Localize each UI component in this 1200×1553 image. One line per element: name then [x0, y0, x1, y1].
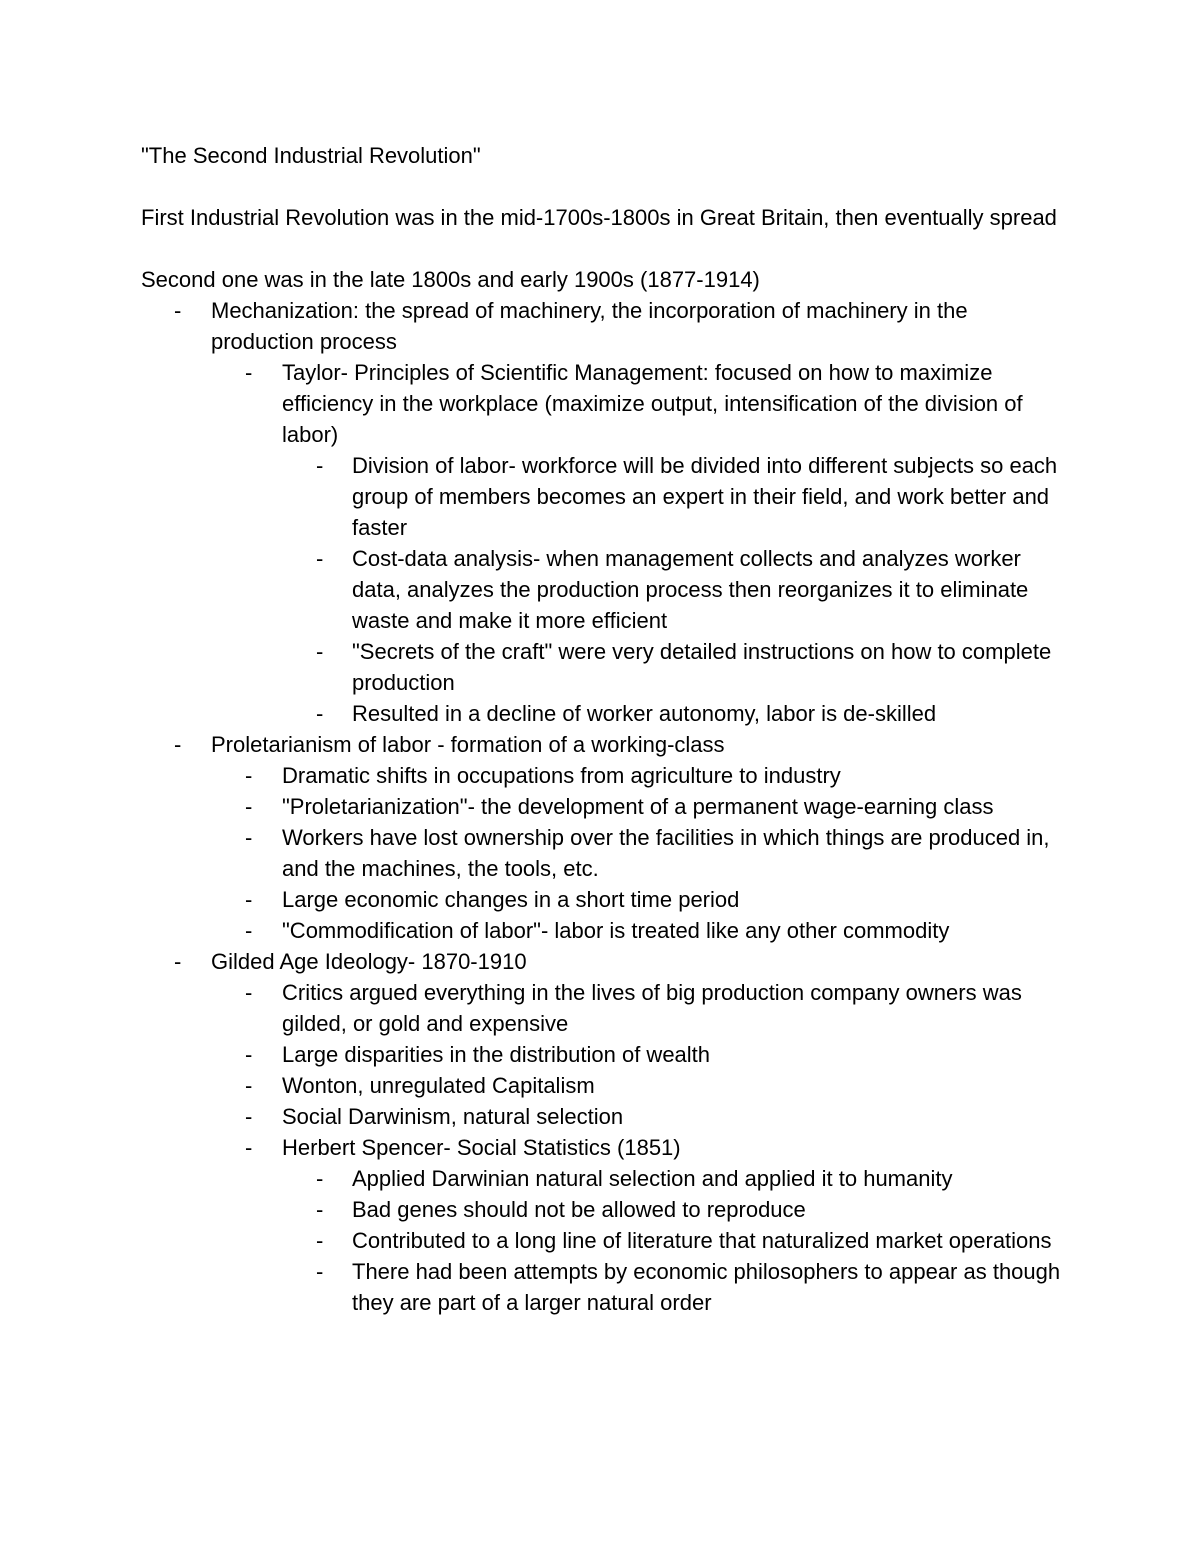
outline-item-level2 — [211, 1101, 1061, 1132]
outline-item-level3 — [282, 636, 1061, 698]
bullet-dash: - — [245, 1104, 253, 1129]
outline-item-level2 — [211, 760, 1061, 791]
outline-item-level2-text: Workers have lost ownership over the facilities in which things are produced in, and the machines, the tools, etc. — [282, 825, 1050, 881]
outline-item-level1-text: Gilded Age Ideology- 1870-1910 — [211, 949, 527, 974]
outline-item-level3 — [282, 1225, 1061, 1256]
outline-item-level3-text: Applied Darwinian natural selection and applied it to humanity — [352, 1166, 953, 1191]
outline-item-level3 — [282, 1194, 1061, 1225]
outline-item-level3-text: Resulted in a decline of worker autonomy, labor is de-skilled — [352, 701, 937, 726]
intro-paragraph: First Industrial Revolution was in the mid-1700s-1800s in Great Britain, then eventually spread — [141, 205, 1057, 230]
outline-item-level2 — [211, 1039, 1061, 1070]
outline-item-level1 — [141, 729, 1061, 946]
outline-item-level2 — [211, 1070, 1061, 1101]
bullet-dash: - — [174, 732, 182, 757]
outline-item-level2-text: "Proletarianization"- the development of a permanent wage-earning class — [282, 794, 994, 819]
outline-item-level2-text: Large disparities in the distribution of wealth — [282, 1042, 711, 1067]
document-body — [141, 140, 1061, 1318]
outline-item-level1-text: Proletarianism of labor - formation of a working-class — [211, 732, 725, 757]
sub-list — [211, 760, 1061, 946]
sub-sub-list — [282, 1163, 1061, 1318]
bullet-dash: - — [316, 701, 324, 726]
bullet-dash: - — [245, 763, 253, 788]
outline-item-level2-text: Social Darwinism, natural selection — [282, 1104, 624, 1129]
outline-item-level2-text: Critics argued everything in the lives of big production company owners was gilded, or gold and expensive — [282, 980, 1022, 1036]
outline-item-level1 — [141, 295, 1061, 729]
outline-item-level2 — [211, 884, 1061, 915]
outline-item-level2-text: Dramatic shifts in occupations from agriculture to industry — [282, 763, 841, 788]
outline-item-level3-text: Bad genes should not be allowed to reproduce — [352, 1197, 806, 1222]
outline-item-level3 — [282, 1256, 1061, 1318]
sub-sub-list — [282, 450, 1061, 729]
bullet-dash: - — [316, 639, 324, 664]
outline-item-level3 — [282, 698, 1061, 729]
bullet-dash: - — [316, 453, 324, 478]
outline-item-level2 — [211, 915, 1061, 946]
bullet-dash: - — [316, 1197, 324, 1222]
outline-item-level1-text: Mechanization: the spread of machinery, the incorporation of machinery in the production process — [211, 298, 968, 354]
bullet-dash: - — [245, 887, 253, 912]
blank-line — [141, 233, 1061, 264]
outline-item-level3 — [282, 450, 1061, 543]
bullet-dash: - — [245, 794, 253, 819]
bullet-dash: - — [245, 1073, 253, 1098]
outline-item-level2 — [211, 977, 1061, 1039]
outline-item-level3-text: Cost-data analysis- when management collects and analyzes worker data, analyzes the production process then reorganizes it to eliminate waste and make it more efficient — [352, 546, 1029, 633]
outline-item-level3-text: Contributed to a long line of literature that naturalized market operations — [352, 1228, 1052, 1253]
outline-item-level2 — [211, 822, 1061, 884]
document-title: "The Second Industrial Revolution" — [141, 143, 481, 168]
outline-item-level2-text: "Commodification of labor"- labor is treated like any other commodity — [282, 918, 950, 943]
outline-item-level2 — [211, 1132, 1061, 1318]
outline-item-level3-text: There had been attempts by economic philosophers to appear as though they are part of a larger natural order — [352, 1259, 1061, 1315]
second-intro-paragraph: Second one was in the late 1800s and early 1900s (1877-1914) — [141, 267, 760, 292]
outline-item-level1 — [141, 946, 1061, 1318]
outline-item-level3-text: "Secrets of the craft" were very detailed instructions on how to complete production — [352, 639, 1052, 695]
sub-list — [211, 357, 1061, 729]
outline-item-level3 — [282, 543, 1061, 636]
bullet-dash: - — [245, 1135, 253, 1160]
outline-item-level2 — [211, 357, 1061, 729]
bullet-dash: - — [245, 918, 253, 943]
bullet-dash: - — [245, 360, 253, 385]
bullet-dash: - — [316, 1166, 324, 1191]
bullet-dash: - — [316, 546, 324, 571]
bullet-dash: - — [245, 825, 253, 850]
blank-line — [141, 171, 1061, 202]
outline-item-level3-text: Division of labor- workforce will be divided into different subjects so each group of members becomes an expert in their field, and work better and faster — [352, 453, 1058, 540]
outline-item-level2 — [211, 791, 1061, 822]
outline-item-level2-text: Large economic changes in a short time period — [282, 887, 740, 912]
bullet-dash: - — [245, 1042, 253, 1067]
bullet-dash: - — [174, 298, 182, 323]
outline-list — [141, 295, 1061, 1318]
bullet-dash: - — [316, 1259, 324, 1284]
bullet-dash: - — [245, 980, 253, 1005]
bullet-dash: - — [174, 949, 182, 974]
sub-list — [211, 977, 1061, 1318]
outline-item-level2-text: Wonton, unregulated Capitalism — [282, 1073, 595, 1098]
bullet-dash: - — [316, 1228, 324, 1253]
outline-item-level3 — [282, 1163, 1061, 1194]
outline-item-level2-text: Taylor- Principles of Scientific Management: focused on how to maximize efficiency in the workplace (maximize output, intensification of the division of labor) — [282, 360, 1023, 447]
outline-item-level2-text: Herbert Spencer- Social Statistics (1851) — [282, 1135, 681, 1160]
